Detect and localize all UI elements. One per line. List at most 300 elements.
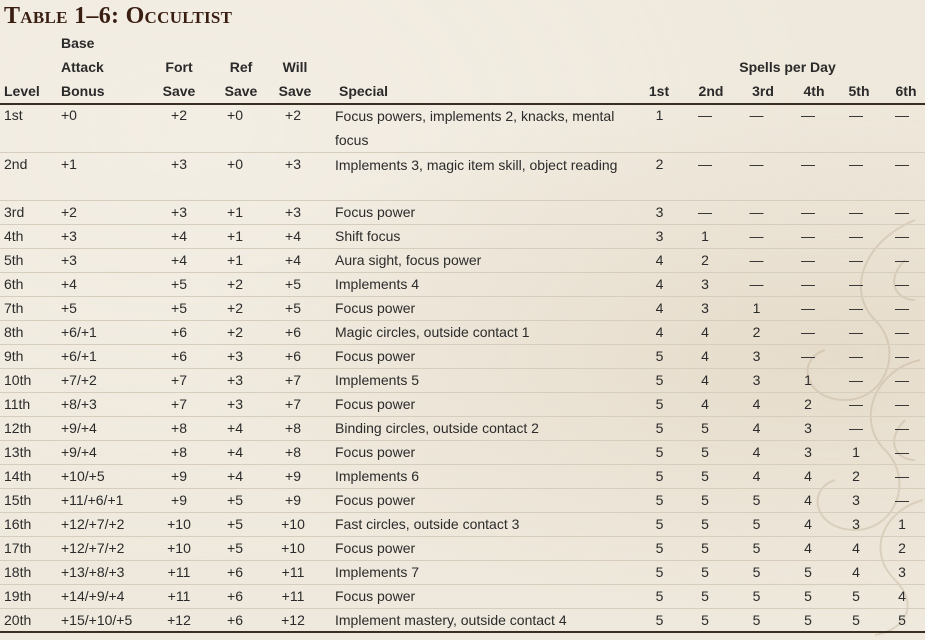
cell-spells-4th: 3 [783,417,833,441]
cell-spells-4th: 1 [783,369,833,393]
cell-spells-1st: 5 [639,513,680,537]
cell-spells-1st: 5 [639,537,680,561]
cell-spells-3rd: — [730,273,783,297]
cell-fort: +4 [154,225,204,249]
spacer-cell [320,561,335,585]
cell-fort: +8 [154,441,204,465]
cell-level: 13th [0,441,57,465]
cell-spells-6th: 5 [879,609,925,633]
spacer-cell [320,369,335,393]
cell-fort: +10 [154,537,204,561]
cell-spells-6th: — [879,345,925,369]
cell-ref: +5 [204,489,266,513]
cell-spells-3rd: — [730,201,783,225]
spacer-cell [320,585,335,609]
spacer-cell [320,513,335,537]
cell-spells-5th: 4 [833,537,879,561]
cell-spells-5th: — [833,297,879,321]
cell-ref: +0 [204,153,266,201]
cell-will: +3 [266,201,320,225]
cell-will: +4 [266,249,320,273]
cell-spells-2nd: 4 [680,321,730,345]
cell-spells-3rd: 2 [730,321,783,345]
cell-spells-6th: 1 [879,513,925,537]
header-bab-line2: Attack [61,59,104,75]
cell-spells-2nd: — [680,201,730,225]
cell-spells-2nd: — [680,104,730,153]
cell-spells-3rd: 4 [730,417,783,441]
cell-will: +2 [266,104,320,153]
spacer-cell [320,273,335,297]
cell-spells-1st: 5 [639,465,680,489]
table-row [0,321,925,345]
cell-spells-5th: — [833,249,879,273]
cell-special: Binding circles, outside contact 2 [335,417,639,441]
spacer-cell [320,201,335,225]
spacer-cell [320,417,335,441]
cell-spells-2nd: 5 [680,585,730,609]
cell-spells-3rd: 5 [730,513,783,537]
table-row [0,513,925,537]
cell-spells-6th: — [879,201,925,225]
cell-spells-1st: 5 [639,561,680,585]
cell-spells-6th: 4 [879,585,925,609]
cell-will: +8 [266,417,320,441]
cell-spells-6th: — [879,225,925,249]
cell-special: Magic circles, outside contact 1 [335,321,639,345]
cell-spells-2nd: — [680,153,730,201]
cell-spells-3rd: 3 [730,345,783,369]
cell-level: 2nd [0,153,57,201]
spacer-cell [320,104,335,153]
cell-spells-2nd: 3 [680,297,730,321]
cell-spells-4th: — [783,345,833,369]
cell-level: 15th [0,489,57,513]
cell-will: +11 [266,561,320,585]
cell-spells-4th: 4 [783,489,833,513]
cell-spells-2nd: 1 [680,225,730,249]
cell-spells-6th: — [879,249,925,273]
cell-spells-6th: — [879,273,925,297]
cell-special: Focus power [335,441,639,465]
header-spell-3rd: 3rd [752,83,774,99]
cell-spells-4th: — [783,297,833,321]
header-will-line2: Save [278,83,312,99]
cell-ref: +2 [204,321,266,345]
header-special: Special [339,83,389,99]
cell-spells-4th: 2 [783,393,833,417]
cell-bab: +14/+9/+4 [57,585,154,609]
cell-ref: +2 [204,273,266,297]
cell-fort: +5 [154,273,204,297]
cell-bab: +6/+1 [57,345,154,369]
cell-spells-4th: 4 [783,513,833,537]
cell-spells-6th: — [879,441,925,465]
cell-bab: +0 [57,104,154,153]
cell-will: +7 [266,393,320,417]
header-spell-1st: 1st [648,83,670,99]
table-row [0,537,925,561]
cell-spells-5th: — [833,273,879,297]
cell-bab: +1 [57,153,154,201]
table-bottom-rule [0,631,925,633]
cell-spells-2nd: 5 [680,537,730,561]
table-row [0,465,925,489]
cell-spells-6th: — [879,465,925,489]
cell-spells-1st: 5 [639,393,680,417]
cell-level: 3rd [0,201,57,225]
cell-will: +12 [266,609,320,633]
cell-spells-2nd: 5 [680,465,730,489]
cell-will: +10 [266,537,320,561]
cell-bab: +10/+5 [57,465,154,489]
cell-spells-1st: 5 [639,345,680,369]
cell-spells-1st: 3 [639,201,680,225]
cell-level: 9th [0,345,57,369]
cell-fort: +6 [154,345,204,369]
cell-bab: +12/+7/+2 [57,513,154,537]
cell-level: 7th [0,297,57,321]
cell-spells-2nd: 5 [680,513,730,537]
cell-spells-3rd: — [730,249,783,273]
cell-spells-3rd: 5 [730,537,783,561]
table-row [0,225,925,249]
cell-spells-6th: — [879,104,925,153]
header-ref-line2: Save [224,83,258,99]
cell-spells-2nd: 5 [680,417,730,441]
table-row [0,104,925,153]
cell-ref: +5 [204,537,266,561]
spacer-cell [320,609,335,633]
cell-spells-6th: — [879,321,925,345]
cell-special: Focus power [335,585,639,609]
cell-ref: +2 [204,297,266,321]
cell-special: Fast circles, outside contact 3 [335,513,639,537]
header-bab-line3: Bonus [61,83,105,99]
cell-spells-1st: 2 [639,153,680,201]
cell-level: 8th [0,321,57,345]
table-row [0,369,925,393]
cell-spells-3rd: 4 [730,465,783,489]
cell-spells-5th: — [833,104,879,153]
cell-fort: +4 [154,249,204,273]
cell-spells-5th: — [833,153,879,201]
cell-level: 20th [0,609,57,633]
cell-spells-5th: 3 [833,513,879,537]
header-spell-6th: 6th [895,83,917,99]
spacer-cell [320,249,335,273]
cell-fort: +9 [154,465,204,489]
cell-fort: +11 [154,561,204,585]
cell-bab: +15/+10/+5 [57,609,154,633]
cell-fort: +2 [154,104,204,153]
cell-spells-3rd: 4 [730,441,783,465]
cell-spells-5th: 5 [833,585,879,609]
table-row [0,345,925,369]
cell-bab: +6/+1 [57,321,154,345]
cell-ref: +4 [204,417,266,441]
cell-fort: +7 [154,369,204,393]
cell-spells-4th: — [783,321,833,345]
cell-ref: +5 [204,513,266,537]
cell-spells-6th: — [879,393,925,417]
cell-will: +3 [266,153,320,201]
cell-ref: +0 [204,104,266,153]
cell-ref: +3 [204,393,266,417]
cell-fort: +3 [154,153,204,201]
header-fort-line2: Save [162,83,196,99]
cell-spells-6th: 2 [879,537,925,561]
cell-spells-5th: 4 [833,561,879,585]
cell-spells-5th: — [833,393,879,417]
cell-special: Focus power [335,537,639,561]
cell-spells-1st: 4 [639,297,680,321]
spacer-cell [320,537,335,561]
cell-will: +7 [266,369,320,393]
spacer-cell [320,153,335,201]
table-row [0,249,925,273]
table-row [0,441,925,465]
cell-spells-4th: 3 [783,441,833,465]
cell-level: 12th [0,417,57,441]
cell-spells-2nd: 2 [680,249,730,273]
table-row [0,393,925,417]
cell-spells-4th: — [783,249,833,273]
cell-special: Focus power [335,393,639,417]
cell-ref: +6 [204,561,266,585]
cell-spells-1st: 4 [639,273,680,297]
table-row [0,489,925,513]
cell-spells-6th: — [879,489,925,513]
cell-fort: +6 [154,321,204,345]
spacer-cell [320,393,335,417]
cell-special: Shift focus [335,225,639,249]
cell-special: Focus powers, implements 2, knacks, mental focus [335,104,639,153]
cell-will: +11 [266,585,320,609]
cell-special: Implements 7 [335,561,639,585]
header-spell-4th: 4th [803,83,825,99]
cell-spells-5th: — [833,225,879,249]
cell-spells-4th: — [783,104,833,153]
cell-bab: +5 [57,297,154,321]
cell-spells-6th: — [879,369,925,393]
cell-spells-3rd: 5 [730,561,783,585]
cell-spells-3rd: — [730,104,783,153]
cell-fort: +7 [154,393,204,417]
cell-special: Implements 3, magic item skill, object reading [335,153,639,201]
cell-bab: +9/+4 [57,417,154,441]
header-spells-per-day: Spells per Day [739,59,836,75]
spacer-cell [320,345,335,369]
cell-spells-3rd: 3 [730,369,783,393]
cell-bab: +8/+3 [57,393,154,417]
cell-level: 17th [0,537,57,561]
cell-spells-5th: — [833,201,879,225]
spacer-cell [320,321,335,345]
table-title: Table 1–6: Occultist [4,3,233,29]
table-row [0,153,925,201]
cell-ref: +3 [204,369,266,393]
cell-spells-2nd: 5 [680,489,730,513]
cell-spells-4th: 5 [783,585,833,609]
header-spell-5th: 5th [848,83,870,99]
cell-will: +5 [266,297,320,321]
cell-will: +10 [266,513,320,537]
cell-fort: +12 [154,609,204,633]
spacer-cell [320,297,335,321]
cell-special: Implements 6 [335,465,639,489]
cell-level: 14th [0,465,57,489]
cell-fort: +11 [154,585,204,609]
cell-will: +6 [266,345,320,369]
cell-level: 5th [0,249,57,273]
cell-spells-1st: 1 [639,104,680,153]
cell-will: +4 [266,225,320,249]
cell-bab: +13/+8/+3 [57,561,154,585]
cell-spells-6th: — [879,297,925,321]
cell-special: Focus power [335,201,639,225]
cell-spells-5th: — [833,345,879,369]
header-fort-line1: Fort [165,59,193,75]
cell-spells-5th: 2 [833,465,879,489]
spacer-cell [320,441,335,465]
cell-special: Focus power [335,297,639,321]
cell-special: Focus power [335,489,639,513]
occultist-progression-table [0,104,925,633]
cell-fort: +8 [154,417,204,441]
table-row [0,561,925,585]
cell-spells-1st: 5 [639,585,680,609]
cell-spells-6th: 3 [879,561,925,585]
cell-spells-5th: 5 [833,609,879,633]
cell-spells-6th: — [879,417,925,441]
cell-spells-2nd: 4 [680,345,730,369]
cell-spells-5th: 3 [833,489,879,513]
cell-ref: +4 [204,441,266,465]
cell-fort: +5 [154,297,204,321]
cell-will: +9 [266,489,320,513]
cell-special: Implements 4 [335,273,639,297]
cell-spells-4th: 4 [783,465,833,489]
cell-spells-5th: 1 [833,441,879,465]
cell-spells-3rd: — [730,225,783,249]
cell-ref: +6 [204,609,266,633]
spacer-cell [320,225,335,249]
header-ref-line1: Ref [229,59,253,75]
cell-spells-1st: 5 [639,369,680,393]
cell-level: 6th [0,273,57,297]
spacer-cell [320,465,335,489]
cell-bab: +4 [57,273,154,297]
cell-spells-1st: 5 [639,441,680,465]
header-level: Level [4,83,40,99]
cell-spells-5th: — [833,417,879,441]
cell-spells-3rd: 5 [730,609,783,633]
cell-ref: +6 [204,585,266,609]
cell-level: 19th [0,585,57,609]
table-row [0,417,925,441]
table-row [0,273,925,297]
cell-spells-1st: 5 [639,609,680,633]
cell-ref: +4 [204,465,266,489]
cell-spells-4th: — [783,153,833,201]
cell-ref: +1 [204,225,266,249]
cell-ref: +1 [204,249,266,273]
spacer-cell [320,489,335,513]
cell-ref: +1 [204,201,266,225]
cell-ref: +3 [204,345,266,369]
header-spell-2nd: 2nd [698,83,724,99]
cell-spells-1st: 3 [639,225,680,249]
cell-bab: +3 [57,249,154,273]
cell-will: +6 [266,321,320,345]
cell-level: 1st [0,104,57,153]
cell-level: 10th [0,369,57,393]
cell-level: 11th [0,393,57,417]
cell-spells-3rd: 1 [730,297,783,321]
cell-bab: +3 [57,225,154,249]
cell-spells-2nd: 5 [680,609,730,633]
header-will-line1: Will [282,59,308,75]
cell-spells-2nd: 5 [680,441,730,465]
cell-bab: +12/+7/+2 [57,537,154,561]
cell-bab: +7/+2 [57,369,154,393]
cell-fort: +3 [154,201,204,225]
cell-bab: +11/+6/+1 [57,489,154,513]
cell-bab: +2 [57,201,154,225]
cell-will: +8 [266,441,320,465]
cell-spells-5th: — [833,321,879,345]
cell-spells-6th: — [879,153,925,201]
cell-spells-3rd: 5 [730,585,783,609]
cell-spells-5th: — [833,369,879,393]
cell-spells-4th: — [783,201,833,225]
cell-spells-3rd: 5 [730,489,783,513]
cell-bab: +9/+4 [57,441,154,465]
cell-spells-4th: 5 [783,609,833,633]
cell-special: Focus power [335,345,639,369]
cell-will: +9 [266,465,320,489]
cell-spells-2nd: 5 [680,561,730,585]
cell-spells-2nd: 4 [680,393,730,417]
cell-will: +5 [266,273,320,297]
cell-spells-2nd: 4 [680,369,730,393]
header-bab-line1: Base [61,35,95,51]
cell-spells-1st: 5 [639,489,680,513]
cell-spells-1st: 4 [639,249,680,273]
cell-spells-4th: — [783,273,833,297]
cell-spells-1st: 4 [639,321,680,345]
table-row [0,609,925,633]
cell-special: Implements 5 [335,369,639,393]
cell-spells-3rd: — [730,153,783,201]
cell-spells-4th: — [783,225,833,249]
cell-spells-3rd: 4 [730,393,783,417]
cell-fort: +9 [154,489,204,513]
cell-level: 18th [0,561,57,585]
cell-level: 16th [0,513,57,537]
cell-level: 4th [0,225,57,249]
cell-special: Aura sight, focus power [335,249,639,273]
cell-fort: +10 [154,513,204,537]
cell-spells-4th: 4 [783,537,833,561]
table-row [0,201,925,225]
cell-special: Implement mastery, outside contact 4 [335,609,639,633]
table-row [0,585,925,609]
cell-spells-4th: 5 [783,561,833,585]
table-row [0,297,925,321]
cell-spells-1st: 5 [639,417,680,441]
